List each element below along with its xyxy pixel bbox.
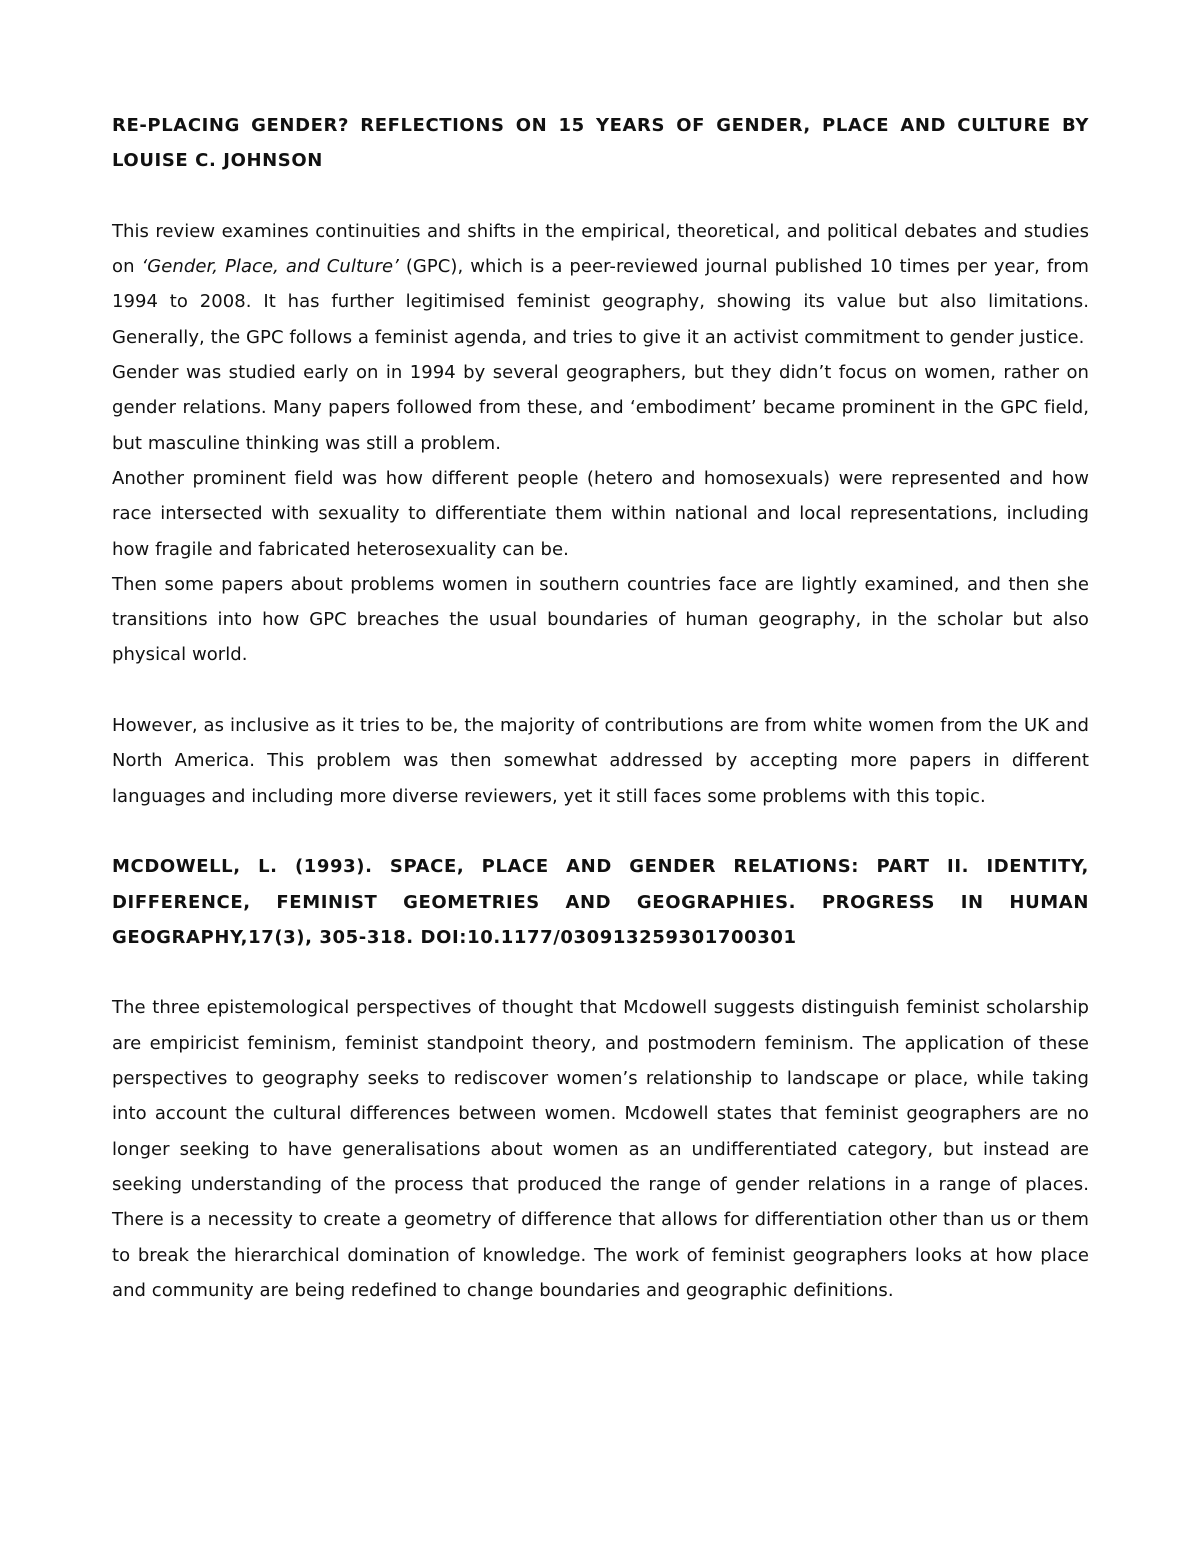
section-2-heading: MCDOWELL, L. (1993). SPACE, PLACE AND GENDER RELATIONS: PART II. IDENTITY, DIFFERENCE, FEMINIST GEOMETRIES AND GEOGRAPHIES. PROGRESS IN HUMAN GEOGRAPHY,17(3), 305-318. DOI:10.1177/030913259301700301 — [112, 856, 1089, 948]
journal-title: ‘Gender, Place, and Culture’ — [141, 256, 399, 278]
spacer — [112, 673, 1089, 708]
spacer — [112, 814, 1089, 849]
spacer — [112, 955, 1089, 990]
section-1-paragraph-5: However, as inclusive as it tries to be, the majority of contributions are from white women from the UK and North America. This problem was then somewhat addressed by accepting more papers in different languages and including more diverse reviewers, yet it still faces some problems with this topic. — [112, 715, 1089, 807]
section-1-paragraph-1 — [112, 214, 1089, 355]
section-2-paragraph-1: The three epistemological perspectives of thought that Mcdowell suggests distinguish feminist scholarship are empiricist feminism, feminist standpoint theory, and postmodern feminism. The application of these perspectives to geography seeks to rediscover women’s relationship to landscape or place, while taking into account the cultural differences between women. Mcdowell states that feminist geographers are no longer seeking to have generalisations about women as an undifferentiated category, but instead are seeking understanding of the process that produced the range of gender relations in a range of places. There is a necessity to create a geometry of difference that allows for differentiation other than us or them to break the hierarchical domination of knowledge. The work of feminist geographers looks at how place and community are being redefined to change boundaries and geographic definitions. — [112, 997, 1089, 1301]
section-1-paragraph-4: Then some papers about problems women in southern countries face are lightly examined, and then she transitions into how GPC breaches the usual boundaries of human geography, in the scholar but also physical world. — [112, 573, 1089, 666]
paragraph-text: (GPC), which is a peer-reviewed journal published 10 times per year, from 1994 to 2008. It has further legitimised feminist geography, showing its value but also limitations. Generally, the GPC follows a feminist agenda, and tries to give it an activist commitment to gender justice. — [112, 256, 1089, 348]
document-page — [112, 108, 1089, 1308]
section-1-heading: RE-PLACING GENDER? REFLECTIONS ON 15 YEARS OF GENDER, PLACE AND CULTURE BY LOUISE C. JOHNSON — [112, 115, 1089, 172]
paragraph-text: This review examines continuities and shifts in the empirical, theoretical, and political debates and studies on — [112, 220, 1089, 278]
spacer — [112, 179, 1089, 214]
section-1-paragraph-3: Another prominent field was how different people (hetero and homosexuals) were represented and how race intersected with sexuality to differentiate them within national and local representations, including how fragile and fabricated heterosexuality can be. — [112, 467, 1089, 560]
section-1-paragraph-2: Gender was studied early on in 1994 by several geographers, but they didn’t focus on women, rather on gender relations. Many papers followed from these, and ‘embodiment’ became prominent in the GPC field, but masculine thinking was still a problem. — [112, 362, 1089, 454]
